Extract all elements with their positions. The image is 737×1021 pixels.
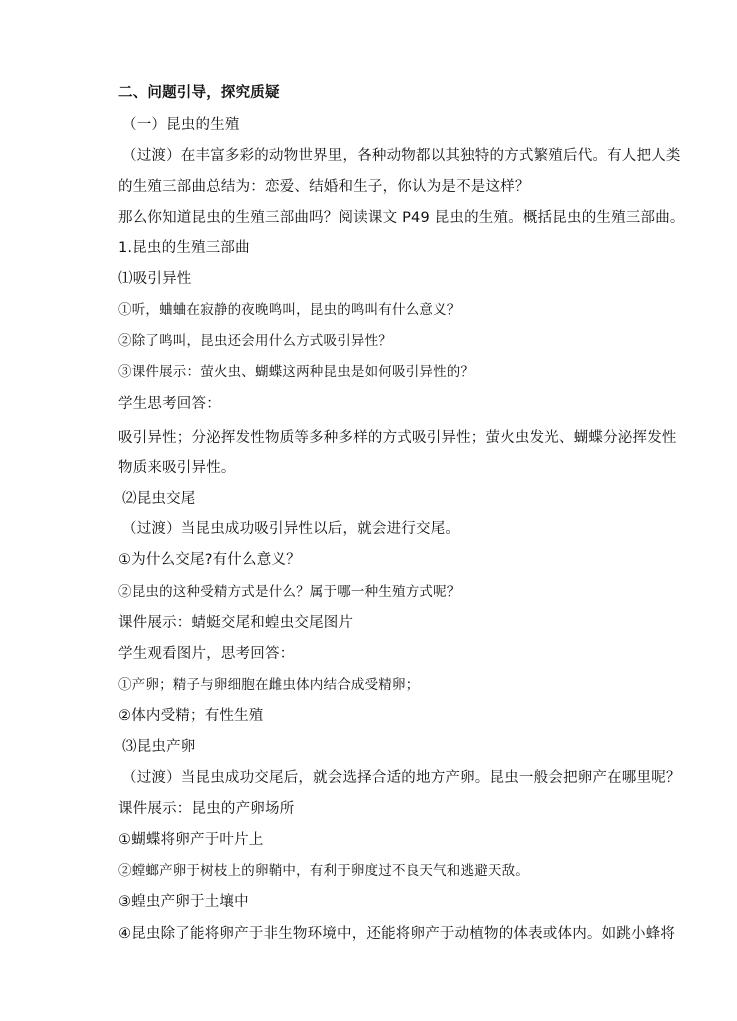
question-line: ①听，蛐蛐在寂静的夜晚鸣叫，昆虫的鸣叫有什么意义？	[118, 302, 461, 318]
subheading: 1.昆虫的生殖三部曲	[118, 240, 250, 256]
paragraph-line: 学生思考回答：	[118, 396, 221, 412]
question-line: ②除了鸣叫，昆虫还会用什么方式吸引异性？	[118, 333, 392, 349]
answer-line: ①产卵；精子与卵细胞在雌虫体内结合成受精卵；	[118, 677, 420, 693]
paragraph-line: （过渡）在丰富多彩的动物世界里，各种动物都以其独特的方式繁殖后代。有人把人类	[122, 148, 681, 164]
paragraph-line: 那么你知道昆虫的生殖三部曲吗？阅读课文 P49 昆虫的生殖。概括昆虫的生殖三部曲。	[118, 210, 685, 226]
answer-line: ②体内受精；有性生殖	[118, 708, 264, 724]
list-item: ②螳螂产卵于树枝上的卵鞘中，有利于卵度过不良天气和逃避天敌。	[118, 863, 529, 879]
subheading: ⑴吸引异性	[118, 271, 192, 287]
paragraph-line: （过渡）当昆虫成功吸引异性以后，就会进行交尾。	[122, 521, 461, 537]
paragraph-line: 学生观看图片，思考回答：	[118, 646, 295, 662]
answer-line: 吸引异性；分泌挥发性物质等多种多样的方式吸引异性；萤火虫发光、蝴蝶分泌挥发性	[118, 430, 677, 446]
question-line: ②昆虫的这种受精方式是什么？属于哪一种生殖方式呢？	[118, 584, 461, 600]
question-line: ①为什么交尾?有什么意义？	[118, 552, 301, 568]
paragraph-line: 的生殖三部曲总结为：恋爱、结婚和生子，你认为是不是这样？	[118, 179, 530, 195]
section-heading: 二、问题引导，探究质疑	[118, 85, 280, 101]
list-item: ③蝗虫产卵于土壤中	[118, 894, 249, 910]
answer-line: 物质来吸引异性。	[118, 460, 236, 476]
paragraph-line: （过渡）当昆虫成功交尾后，就会选择合适的地方产卵。昆虫一般会把卵产在哪里呢？	[122, 770, 681, 786]
question-line: ③课件展示：萤火虫、蝴蝶这两种昆虫是如何吸引异性的？	[118, 364, 475, 380]
subsection-title: （一）昆虫的生殖	[122, 117, 240, 133]
paragraph-line: 课件展示：昆虫的产卵场所	[118, 801, 295, 817]
subheading: ⑵昆虫交尾	[122, 491, 196, 507]
list-item: ①蝴蝶将卵产于叶片上	[118, 832, 264, 848]
list-item: ④昆虫除了能将卵产于非生物环境中，还能将卵产于动植物的体表或体内。如跳小蜂将	[118, 926, 676, 942]
subheading: ⑶昆虫产卵	[122, 739, 196, 755]
paragraph-line: 课件展示：蜻蜓交尾和蝗虫交尾图片	[118, 615, 354, 631]
